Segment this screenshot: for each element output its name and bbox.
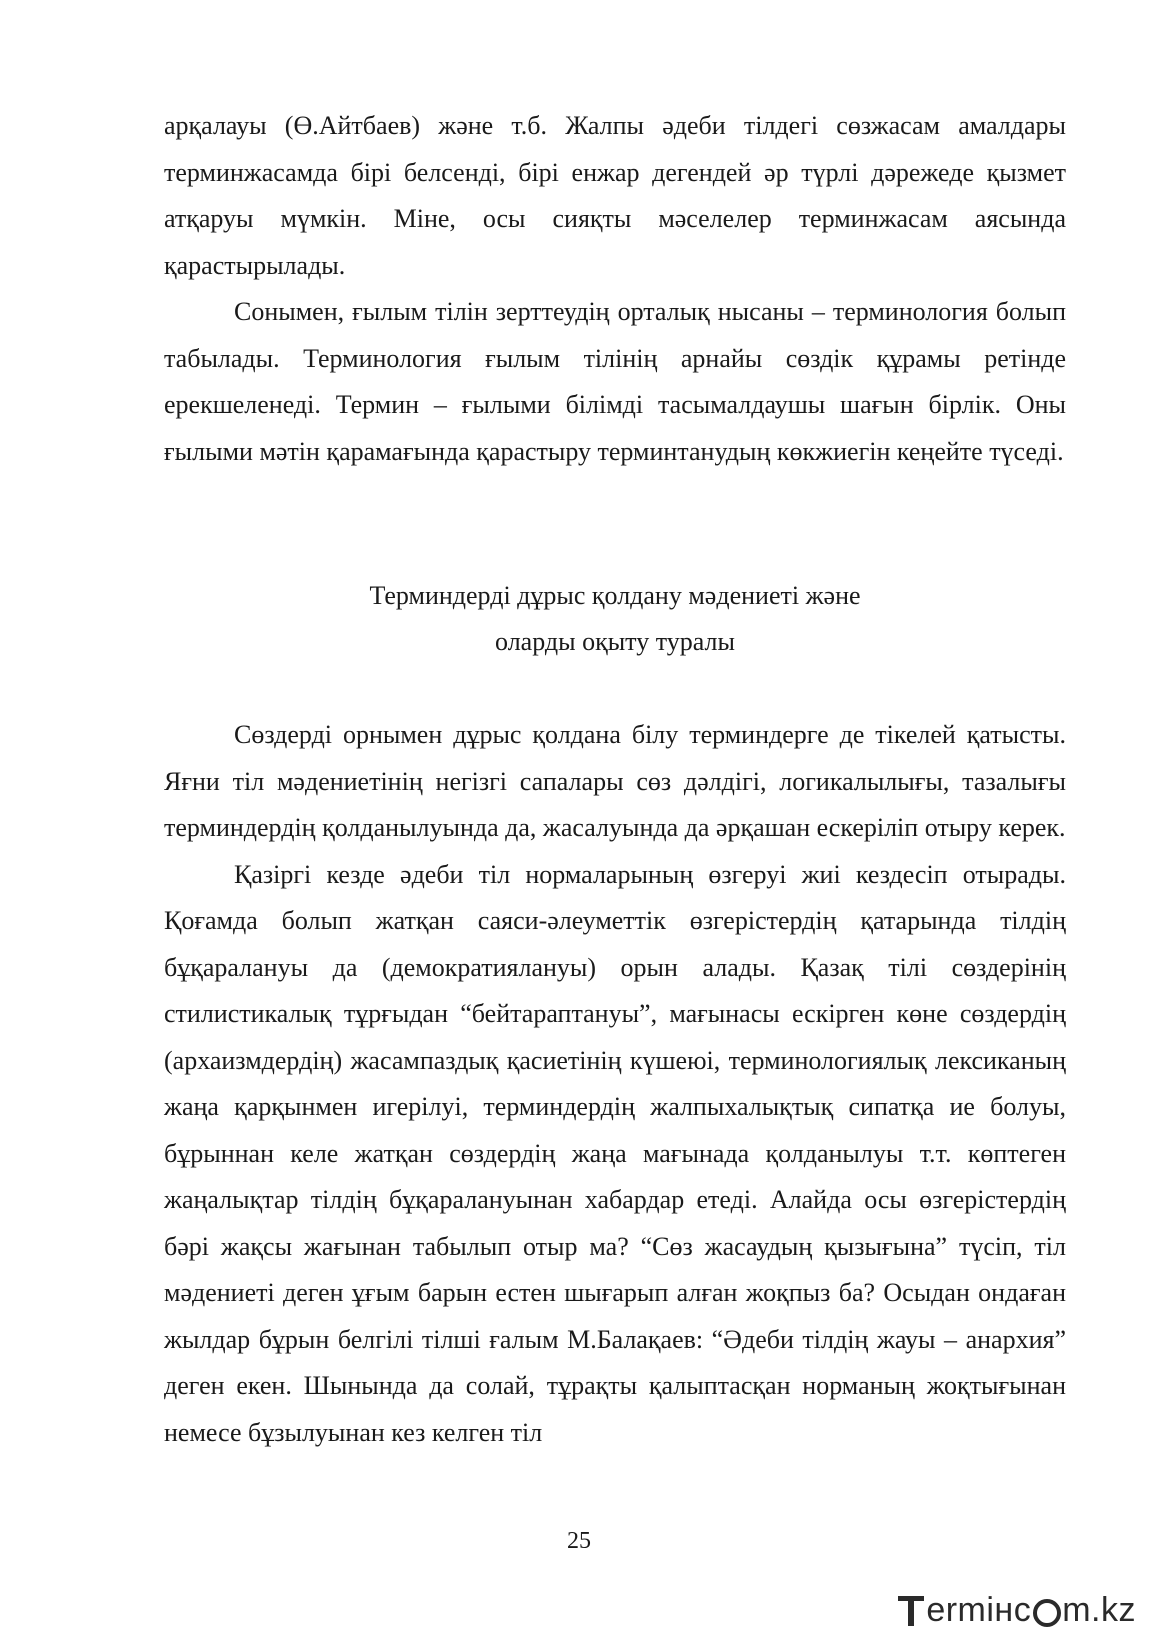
watermark-text-part-2: m.kz (1062, 1591, 1136, 1629)
body-text-top (164, 103, 1066, 475)
logo-o-ring-icon (1033, 1599, 1061, 1627)
body-text-bottom (164, 712, 1066, 1456)
page-number: 25 (567, 1528, 591, 1554)
termincom-watermark-logo (898, 1590, 1136, 1630)
section-heading (164, 573, 1066, 665)
paragraph: Сөздерді орнымен дұрыс қолдана білу терминдерге де тікелей қатысты. Яғни тіл мәдениетінің негізгі сапалары сөз дәлдігі, логикалылығы, тазалығы терминдердің қолданылуында да, жасалуында да әрқашан ескеріліп отыру керек. (164, 720, 1066, 842)
watermark-text-part-1: ermінc (926, 1591, 1032, 1629)
paragraph: Қазіргі кезде әдеби тіл нормаларының өзгеруі жиі кездесіп отырады. Қоғамда болып жатқан саяси-әлеуметтік өзгерістердің қатарында тілдің бұқаралануы да (демократиялануы) орын алады. Қазақ тілі сөздерінің стилистикалық тұрғыдан “бейтараптануы”, мағынасы ескірген көне сөздердің (архаизмдердің) жасампаздық қасиетінің күшеюі, терминологиялық лексиканың жаңа қарқынмен игерілуі, терминдердің жалпыхалықтық сипатқа ие болуы, бұрыннан келе жатқан сөздердің жаңа мағынада қолданылуы т.т. көптеген жаңалықтар тілдің бұқаралануынан хабардар етеді. Алайда осы өзгерістердің бәрі жақсы жағынан табылып отыр ма? “Сөз жасаудың қызығына” түсіп, тіл мәдениеті деген ұғым барын естен шығарып алған жоқпыз ба? Осыдан ондаған жылдар бұрын белгілі тілші ғалым М.Балақаев: “Әдеби тілдің жауы – анархия” деген екен. Шынында да солай, тұрақты қалыптасқан норманың жоқтығынан немесе бұзылуынан кез келген тіл (164, 859, 1066, 1447)
logo-t-icon (898, 1594, 924, 1626)
paragraph-continuation: арқалауы (Ө.Айтбаев) және т.б. Жалпы әдеби тілдегі сөзжасам амалдары терминжасамда бірі белсенді, бірі енжар дегендей әр түрлі дәрежеде қызмет атқаруы мүмкін. Міне, осы сияқты мәселелер терминжасам аясында қарастырылады. (164, 111, 1066, 280)
section-heading-line-1: Терминдерді дұрыс қолдану мәдениеті және (369, 581, 861, 610)
section-heading-line-2: оларды оқыту туралы (495, 627, 735, 656)
paragraph: Сонымен, ғылым тілін зерттеудің орталық нысаны – терминология болып табылады. Терминология ғылым тілінің арнайы сөздік құрамы ретінде ерекшеленеді. Термин – ғылыми білімді тасымалдаушы шағын бірлік. Оны ғылыми мәтін қарамағында қарастыру терминтанудың көкжиегін кеңейте түседі. (164, 297, 1066, 466)
